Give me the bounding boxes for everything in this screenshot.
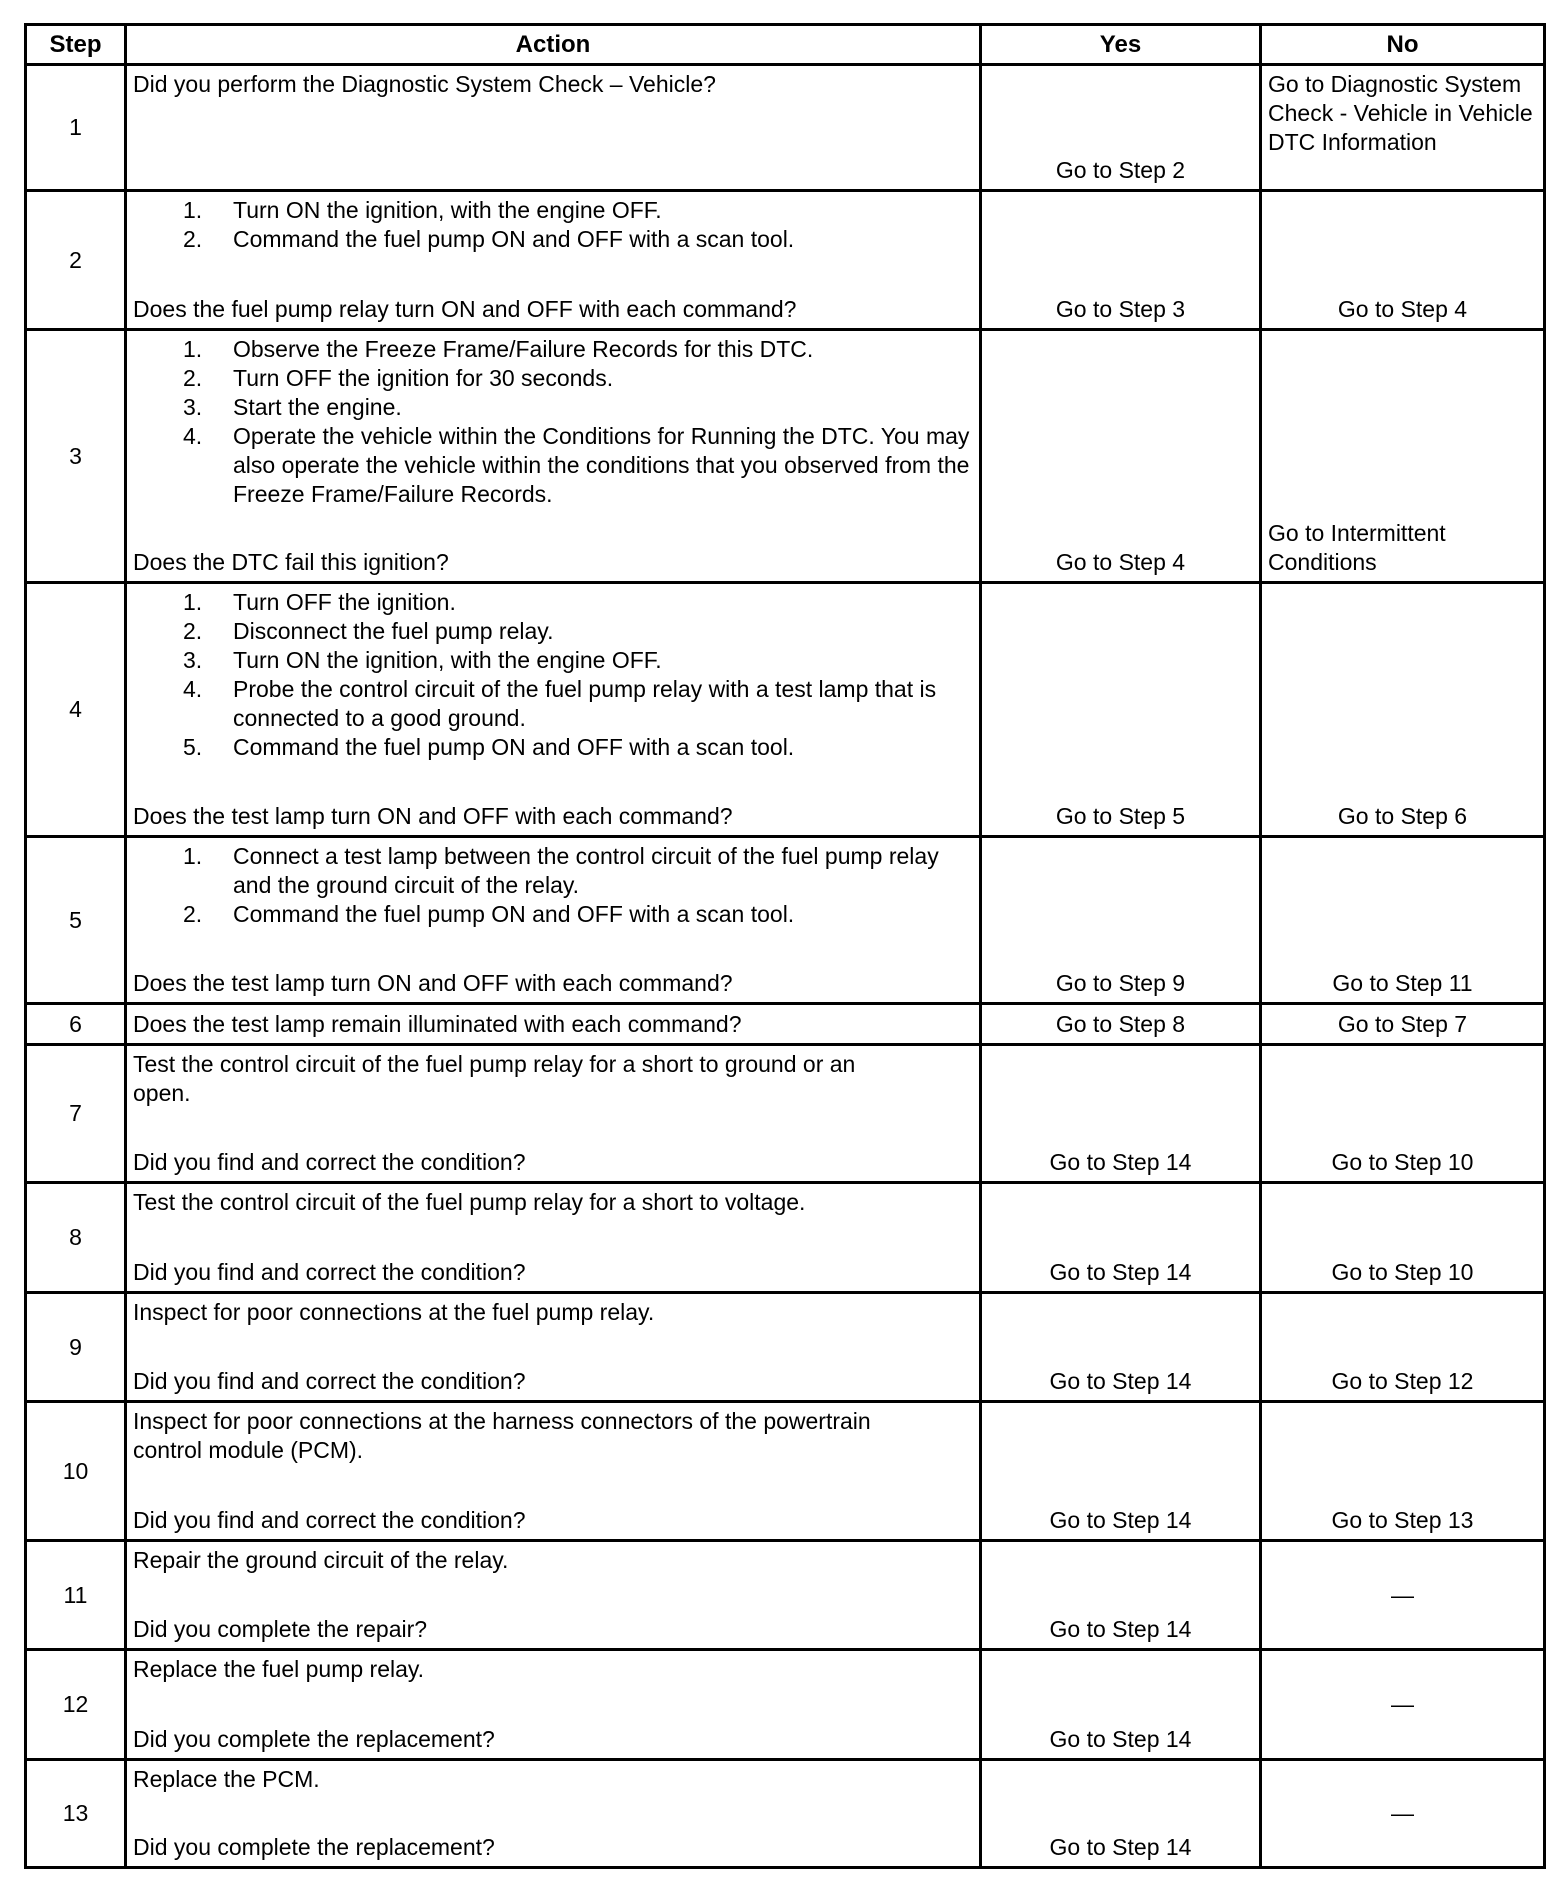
yes-cell	[982, 66, 1262, 189]
action-cell	[127, 1294, 982, 1400]
list-item: 1. Turn OFF the ignition.	[183, 589, 456, 615]
action-cell	[127, 1046, 982, 1181]
table-row	[27, 1761, 1543, 1866]
no-cell	[1262, 1005, 1543, 1043]
no-link[interactable]: Go to Step 12	[1331, 1368, 1474, 1394]
step-number: 11	[27, 1542, 127, 1648]
list-item: 1. Connect a test lamp between the control circuit of the fuel pump relay and the ground circuit of the relay.	[183, 843, 939, 898]
action-text: Inspect for poor connections at the fuel pump relay.	[133, 1299, 655, 1325]
list-item: 1. Observe the Freeze Frame/Failure Records for this DTC.	[183, 336, 814, 362]
action-steps-list	[133, 196, 973, 254]
no-cell	[1262, 838, 1543, 1002]
action-cell	[127, 1651, 982, 1758]
header-step: Step	[27, 26, 127, 63]
no-cell	[1262, 1651, 1543, 1758]
no-cell	[1262, 192, 1543, 328]
no-link[interactable]: Go to Step 6	[1337, 803, 1468, 829]
action-cell	[127, 1403, 982, 1539]
action-steps-list	[133, 335, 973, 509]
list-item: 2. Disconnect the fuel pump relay.	[183, 618, 554, 644]
yes-cell	[982, 1403, 1262, 1539]
yes-cell	[982, 1005, 1262, 1043]
no-link[interactable]: Go to Intermittent Conditions	[1268, 520, 1446, 575]
action-cell	[127, 1761, 982, 1866]
yes-cell	[982, 584, 1262, 835]
header-no: No	[1386, 30, 1419, 58]
no-value: —	[1391, 1581, 1414, 1608]
table-row	[27, 1403, 1543, 1542]
action-question: Did you complete the replacement?	[133, 1834, 495, 1860]
list-item: 3. Turn ON the ignition, with the engine OFF.	[183, 647, 662, 673]
step-number: 10	[27, 1403, 127, 1539]
action-steps-list	[133, 588, 979, 762]
no-value: —	[1391, 1691, 1414, 1717]
action-cell	[127, 584, 982, 835]
step-number: 12	[27, 1651, 127, 1758]
yes-cell	[982, 1542, 1262, 1648]
table-row	[27, 1184, 1543, 1294]
yes-cell	[982, 1761, 1262, 1866]
no-cell	[1262, 1294, 1543, 1400]
list-item: 3. Start the engine.	[183, 394, 402, 420]
action-text: Did you perform the Diagnostic System Check – Vehicle?	[133, 71, 716, 97]
action-steps-list	[133, 842, 973, 929]
step-number: 1	[27, 66, 127, 189]
action-question: Did you find and correct the condition?	[133, 1259, 526, 1285]
table-row	[27, 192, 1543, 331]
yes-link[interactable]: Go to Step 14	[1049, 1616, 1192, 1642]
no-link[interactable]: Go to Step 11	[1332, 970, 1473, 996]
action-cell	[127, 1542, 982, 1648]
step-number: 13	[27, 1761, 127, 1866]
no-cell	[1262, 584, 1543, 835]
yes-cell	[982, 1184, 1262, 1291]
no-link[interactable]: Go to Diagnostic System Check - Vehicle in Vehicle DTC Information	[1268, 71, 1533, 155]
table-row	[27, 1046, 1543, 1184]
list-item: 5. Command the fuel pump ON and OFF with a scan tool.	[183, 734, 795, 760]
header-yes: Yes	[982, 26, 1262, 63]
action-cell	[127, 331, 982, 581]
action-question: Did you complete the replacement?	[133, 1726, 495, 1752]
step-number: 6	[27, 1005, 127, 1043]
no-cell	[1262, 331, 1543, 581]
action-cell	[127, 838, 982, 1002]
no-link[interactable]: Go to Step 13	[1331, 1507, 1474, 1533]
table-header-row	[27, 26, 1543, 66]
yes-link[interactable]: Go to Step 14	[1049, 1834, 1192, 1860]
table-row	[27, 331, 1543, 584]
action-cell	[127, 192, 982, 328]
action-text: Replace the fuel pump relay.	[133, 1656, 425, 1682]
table-row	[27, 838, 1543, 1005]
table-row	[27, 1294, 1543, 1403]
no-cell	[1262, 1761, 1543, 1866]
action-cell	[127, 66, 982, 189]
yes-link[interactable]: Go to Step 14	[1049, 1507, 1192, 1533]
no-cell	[1262, 1542, 1543, 1648]
no-link[interactable]: Go to Step 10	[1331, 1259, 1474, 1285]
step-number: 7	[27, 1046, 127, 1181]
no-link[interactable]: Go to Step 7	[1337, 1010, 1468, 1037]
no-cell	[1262, 66, 1543, 189]
yes-link[interactable]: Go to Step 14	[1049, 1368, 1192, 1394]
header-action: Action	[127, 26, 982, 63]
action-question: Does the DTC fail this ignition?	[133, 549, 449, 575]
yes-cell	[982, 192, 1262, 328]
yes-link[interactable]: Go to Step 14	[1049, 1149, 1192, 1175]
action-question: Does the test lamp turn ON and OFF with each command?	[133, 970, 733, 996]
no-link[interactable]: Go to Step 4	[1337, 296, 1468, 322]
list-item: 4. Probe the control circuit of the fuel pump relay with a test lamp that is connected to a good ground.	[183, 676, 937, 731]
yes-cell	[982, 1651, 1262, 1758]
yes-cell	[982, 1046, 1262, 1181]
no-cell	[1262, 1403, 1543, 1539]
list-item: 1. Turn ON the ignition, with the engine OFF.	[183, 197, 662, 223]
no-cell	[1262, 1046, 1543, 1181]
yes-cell	[982, 1294, 1262, 1400]
list-item: 4. Operate the vehicle within the Conditions for Running the DTC. You may also operate the vehicle within the conditions that you observed from the Freeze Frame/Failure Records.	[183, 423, 970, 507]
step-number: 4	[27, 584, 127, 835]
no-cell	[1262, 1184, 1543, 1291]
list-item: 2. Turn OFF the ignition for 30 seconds.	[183, 365, 614, 391]
no-link[interactable]: Go to Step 10	[1331, 1149, 1474, 1175]
list-item: 2. Command the fuel pump ON and OFF with a scan tool.	[183, 226, 795, 252]
step-number: 5	[27, 838, 127, 1002]
no-value: —	[1391, 1800, 1414, 1826]
table-row	[27, 1542, 1543, 1651]
yes-link[interactable]: Go to Step 9	[1055, 970, 1186, 996]
step-number: 9	[27, 1294, 127, 1400]
table-row	[27, 66, 1543, 192]
action-text: Test the control circuit of the fuel pump relay for a short to voltage.	[133, 1189, 806, 1215]
action-question: Did you find and correct the condition?	[133, 1149, 526, 1175]
action-cell	[127, 1184, 982, 1291]
step-number: 2	[27, 192, 127, 328]
diagnostic-table	[24, 23, 1546, 1869]
action-question: Does the fuel pump relay turn ON and OFF with each command?	[133, 296, 797, 322]
action-text: Does the test lamp remain illuminated with each command?	[133, 1010, 742, 1037]
table-row	[27, 1005, 1543, 1046]
step-number: 8	[27, 1184, 127, 1291]
yes-link[interactable]: Go to Step 14	[1049, 1726, 1192, 1752]
yes-link[interactable]: Go to Step 5	[1055, 803, 1186, 829]
yes-cell	[982, 331, 1262, 581]
yes-link[interactable]: Go to Step 2	[1055, 157, 1186, 183]
action-question: Did you complete the repair?	[133, 1616, 428, 1642]
list-item: 2. Command the fuel pump ON and OFF with a scan tool.	[183, 901, 795, 927]
action-text: Repair the ground circuit of the relay.	[133, 1547, 509, 1573]
action-text: Test the control circuit of the fuel pump relay for a short to ground or an open.	[133, 1051, 856, 1106]
yes-link[interactable]: Go to Step 8	[1055, 1010, 1186, 1037]
action-question: Does the test lamp turn ON and OFF with each command?	[133, 803, 733, 829]
yes-cell	[982, 838, 1262, 1002]
action-cell	[127, 1005, 982, 1043]
table-row	[27, 1651, 1543, 1761]
table-row	[27, 584, 1543, 838]
action-question: Did you find and correct the condition?	[133, 1368, 526, 1394]
action-question: Did you find and correct the condition?	[133, 1507, 526, 1533]
action-text: Replace the PCM.	[133, 1766, 320, 1792]
yes-link[interactable]: Go to Step 3	[1055, 296, 1186, 322]
yes-link[interactable]: Go to Step 4	[1055, 549, 1186, 575]
step-number: 3	[27, 331, 127, 581]
action-text: Inspect for poor connections at the harness connectors of the powertrain control module (PCM).	[133, 1408, 871, 1463]
yes-link[interactable]: Go to Step 14	[1049, 1259, 1192, 1285]
